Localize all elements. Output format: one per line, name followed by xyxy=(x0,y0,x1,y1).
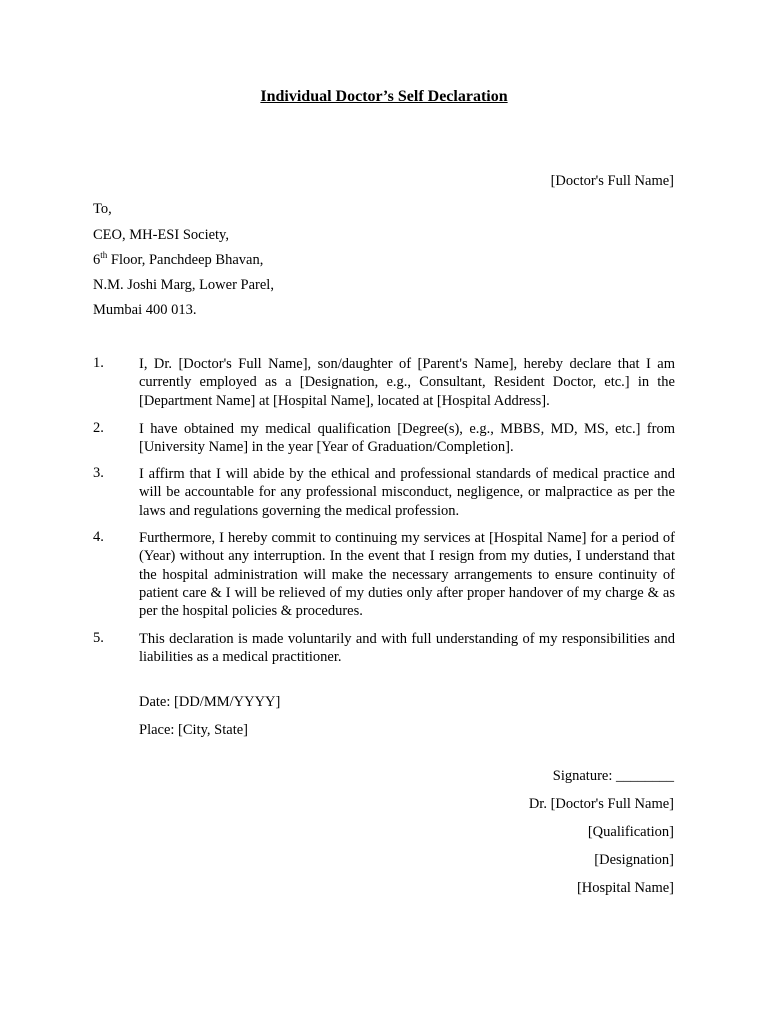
date-field: Date: [DD/MM/YYYY] xyxy=(139,694,281,710)
signature-line: Signature: ________ xyxy=(552,768,674,784)
declaration-number: 1. xyxy=(93,355,104,371)
declaration-number: 2. xyxy=(93,420,104,436)
address-floor-number: 6 xyxy=(93,252,101,268)
declaration-text: This declaration is made voluntarily and with full understanding of my responsibilities and liabilities as a medical practitioner. xyxy=(139,631,675,666)
place-field: Place: [City, State] xyxy=(139,722,248,738)
document-title: Individual Doctor’s Self Declaration xyxy=(260,88,508,105)
declaration-text: I, Dr. [Doctor's Full Name], son/daughter of [Parent's Name], hereby declare that I am currently employed as a [Designation, e.g., Consultant, Resident Doctor, etc.] in the [Department Name] at [Hospital Name], located at [Hospital Address]. xyxy=(139,356,675,409)
declaration-number: 4. xyxy=(93,529,104,545)
address-line-2 xyxy=(93,252,263,269)
declaration-number: 3. xyxy=(93,465,104,481)
address-to: To, xyxy=(93,201,112,217)
signatory-qualification: [Qualification] xyxy=(587,824,674,840)
address-floor-rest: Floor, Panchdeep Bhavan, xyxy=(107,252,264,268)
signatory-hospital: [Hospital Name] xyxy=(576,880,674,896)
declaration-text: I have obtained my medical qualification [Degree(s), e.g., MBBS, MD, MS, etc.] from [University Name] in the year [Year of Graduation/Completion]. xyxy=(139,421,675,456)
signatory-designation: [Designation] xyxy=(594,852,674,868)
address-line-1: CEO, MH-ESI Society, xyxy=(93,227,229,243)
declaration-number: 5. xyxy=(93,630,104,646)
address-floor-superscript: th xyxy=(100,250,108,261)
address-line-4: Mumbai 400 013. xyxy=(93,302,197,318)
header-doctor-name: [Doctor's Full Name] xyxy=(550,173,674,189)
address-line-3: N.M. Joshi Marg, Lower Parel, xyxy=(93,277,274,293)
declaration-text: I affirm that I will abide by the ethical and professional standards of medical practice and will be accountable for any professional misconduct, negligence, or malpractice as per the laws and regulations governing the medical profession. xyxy=(139,466,675,519)
declaration-text: Furthermore, I hereby commit to continuing my services at [Hospital Name] for a period of (Year) without any interruption. In the event that I resign from my duties, I understand that the hospital administration will make the necessary arrangements to ensure continuity of patient care & I will be relieved of my duties only after proper handover of my charge & as per the hospital policies & procedures. xyxy=(139,530,675,620)
signatory-name: Dr. [Doctor's Full Name] xyxy=(528,796,674,812)
